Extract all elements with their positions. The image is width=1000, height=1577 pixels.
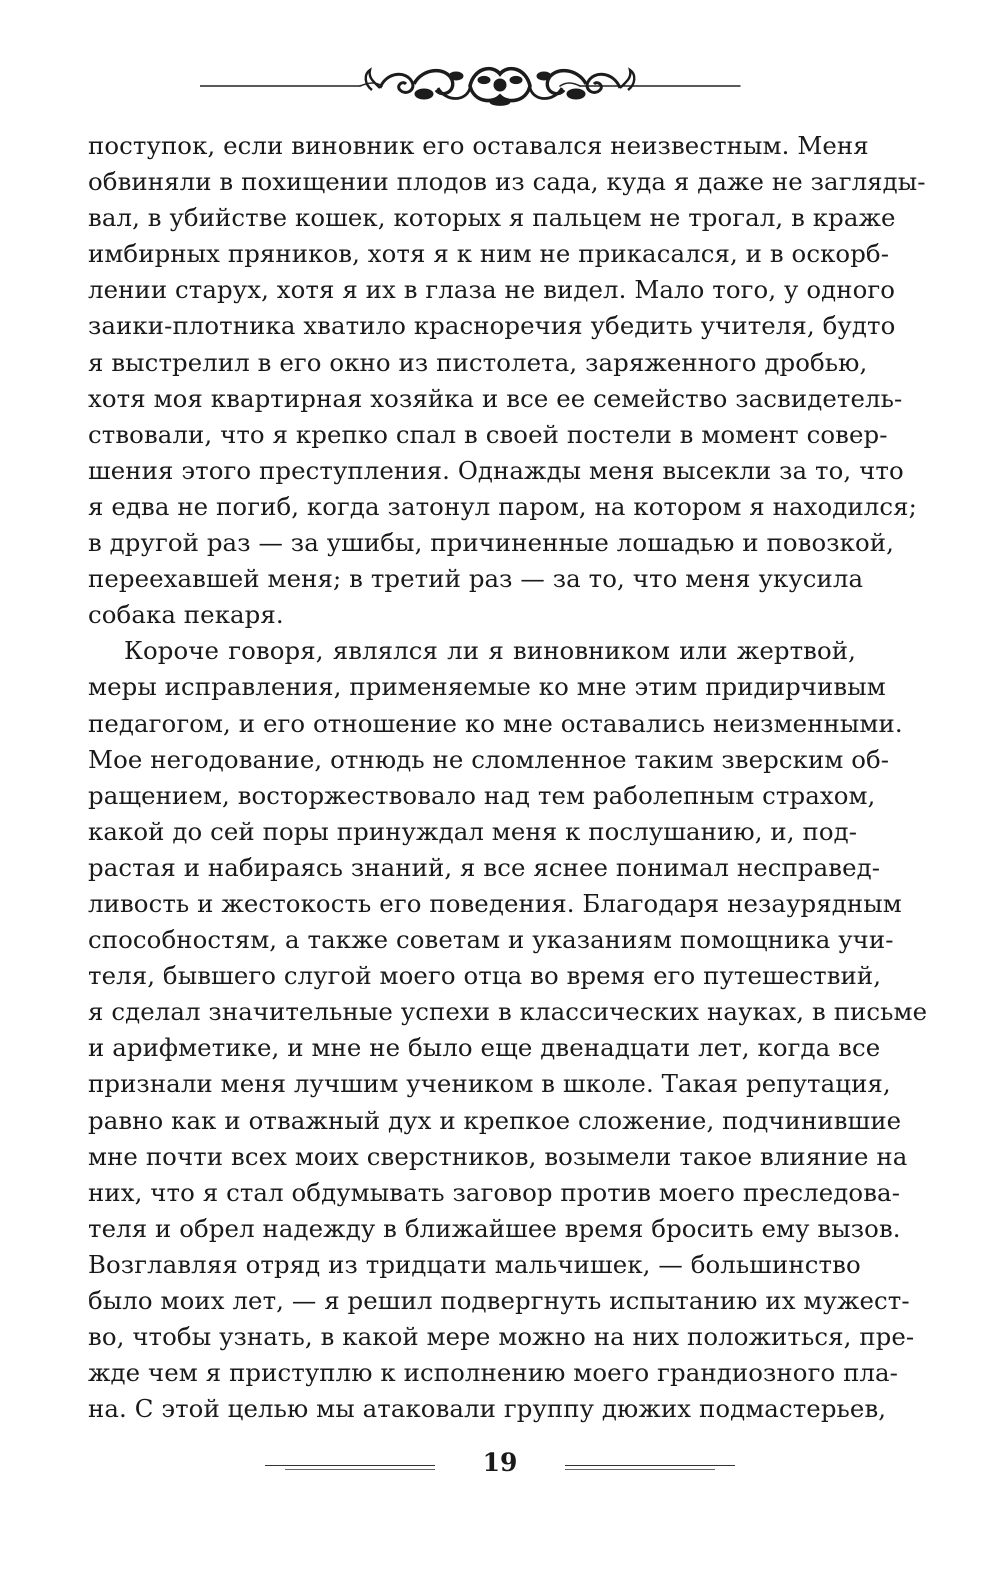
text-line: и арифметике, и мне не было еще двенадцати лет, когда все	[88, 1033, 881, 1063]
text-line: шения этого преступления. Однажды меня высекли за то, что	[88, 455, 904, 485]
text-line: хотя моя квартирная хозяйка и все ее семейство засвидетель-	[88, 383, 903, 413]
text-line: обвиняли в похищении плодов из сада, куда я даже не загляды-	[88, 167, 926, 197]
text-line: я выстрелил в его окно из пистолета, заряженного дробью,	[88, 347, 868, 377]
text-line: Возглавляя отряд из тридцати мальчишек, — большинство	[88, 1249, 861, 1279]
text-line: растая и набираясь знаний, я все яснее понимал несправед-	[88, 852, 881, 882]
text-line: ствовали, что я крепко спал в своей постели в момент совер-	[88, 419, 888, 449]
text-line: равно как и отважный дух и крепкое сложение, подчинившие	[88, 1105, 902, 1135]
text-line: поступок, если виновник его оставался неизвестным. Меня	[88, 131, 869, 160]
text-line: во, чтобы узнать, в какой мере можно на них положиться, пре-	[88, 1322, 915, 1352]
text-line: них, что я стал обдумывать заговор против моего преследова-	[88, 1177, 901, 1207]
text-line: я едва не погиб, когда затонул паром, на котором я находился;	[88, 491, 917, 521]
text-line: я сделал значительные успехи в классических науках, в письме	[88, 997, 928, 1027]
text-line: жде чем я приступлю к исполнению моего грандиозного пла-	[88, 1358, 899, 1388]
text-line: признали меня лучшим учеником в школе. Такая репутация,	[88, 1069, 891, 1099]
text-line: Мое негодование, отнюдь не сломленное таким зверским об-	[88, 744, 890, 774]
text-line: мне почти всех моих сверстников, возымели такое влияние на	[88, 1141, 908, 1171]
paragraph	[88, 633, 928, 1427]
text-line: меры исправления, применяемые ко мне этим придирчивым	[88, 672, 886, 702]
text-line: какой до сей поры принуждал меня к послушанию, и, под-	[88, 816, 858, 846]
text-line: Короче говоря, являлся ли я виновником или жертвой,	[124, 636, 856, 666]
text-line: теля и обрел надежду в ближайшее время бросить ему вызов.	[88, 1213, 901, 1243]
text-line: собака пекаря.	[88, 600, 284, 630]
text-line: переехавшей меня; в третий раз — за то, что меня укусила	[88, 564, 864, 594]
header-ornament-icon	[200, 58, 800, 114]
text-line: на. С этой целью мы атаковали группу дюжих подмастерьев,	[88, 1394, 887, 1424]
text-line: ливость и жестокость его поведения. Благодаря незаурядным	[88, 888, 902, 918]
page-footer	[265, 1448, 735, 1478]
text-line: лении старух, хотя я их в глаза не видел. Мало того, у одного	[88, 275, 896, 305]
text-line: способностям, а также советам и указаниям помощника учи-	[88, 925, 894, 955]
body-text	[88, 128, 928, 1427]
text-line: заики-плотника хватило красноречия убедить учителя, будто	[88, 311, 896, 341]
paragraph	[88, 128, 926, 633]
text-line: вал, в убийстве кошек, которых я пальцем не трогал, в краже	[88, 203, 896, 233]
text-line: ращением, восторжествовало над тем раболепным страхом,	[88, 780, 876, 810]
text-line: в другой раз — за ушибы, причиненные лошадью и повозкой,	[88, 528, 894, 558]
text-line: педагогом, и его отношение ко мне оставались неизменными.	[88, 708, 903, 738]
page-number: 19	[482, 1448, 518, 1477]
text-line: было моих лет, — я решил подвергнуть испытанию их мужест-	[88, 1286, 910, 1315]
text-line: имбирных пряников, хотя я к ним не прикасался, и в оскорб-	[88, 239, 890, 269]
footer-rule-right	[565, 1465, 735, 1466]
footer-rule-right-thin	[565, 1469, 715, 1470]
text-line: теля, бывшего слугой моего отца во время его путешествий,	[88, 961, 882, 991]
